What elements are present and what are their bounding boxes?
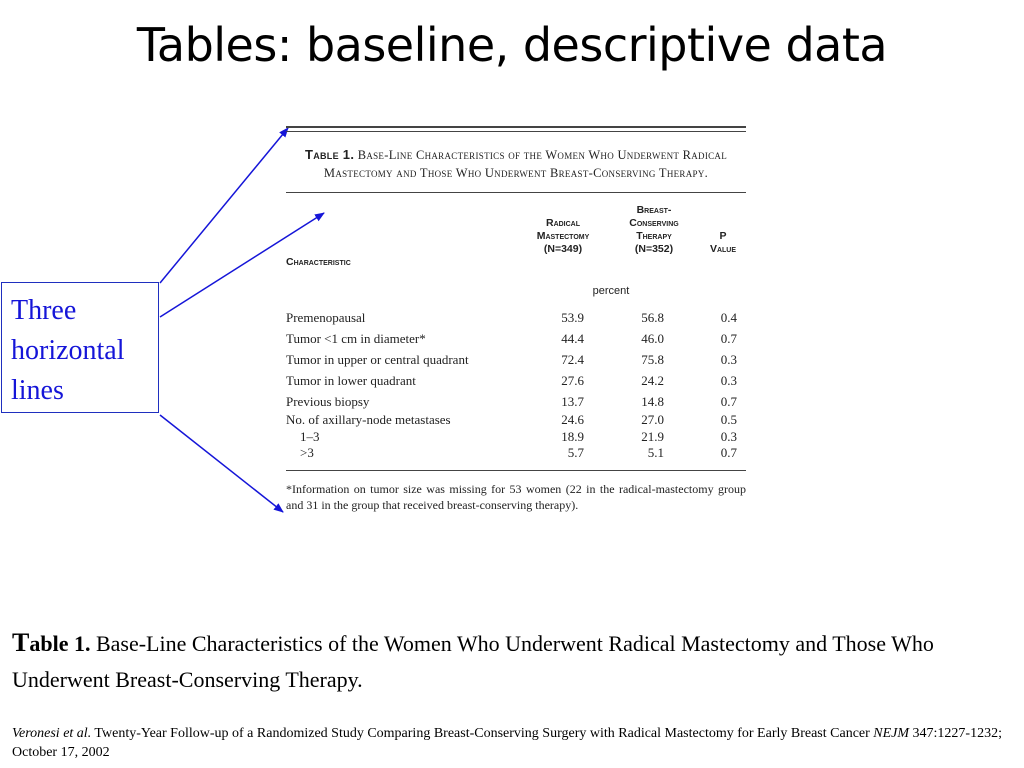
table-caption-text: Base-Line Characteristics of the Women Who Underwent Radical Mastectomy and Those Who Underwent Breast-Conserving Therapy. [323, 148, 728, 180]
table-row: Tumor in lower quadrant 27.6 24.2 0.3 [286, 373, 737, 388]
table-footnote: *Information on tumor size was missing for 53 women (22 in the radical-mastectomy group and 31 in the group that received breast-conserving therapy). [286, 481, 746, 512]
table-image [286, 126, 746, 513]
table-caption-label: Table 1. [304, 147, 355, 162]
table-row: Tumor <1 cm in diameter* 44.4 46.0 0.7 [286, 331, 737, 346]
citation-title: Twenty-Year Follow-up of a Randomized Study Comparing Breast-Conserving Surgery with Radical Mastectomy for Early Breast Cancer [91, 726, 874, 741]
table-caption [286, 132, 746, 192]
citation-details: 347:1227-1232; October 17, 2002 [12, 726, 1002, 760]
table-row: No. of axillary-node metastases 24.6 27.0 0.5 [286, 412, 737, 427]
header-p-value: P Value [709, 230, 737, 255]
annotation-line: horizontal [11, 335, 125, 366]
table-row: >3 5.7 5.1 0.7 [300, 445, 737, 460]
table-row: Tumor in upper or central quadrant 72.4 75.8 0.3 [286, 352, 737, 367]
table-row: Previous biopsy 13.7 14.8 0.7 [286, 394, 737, 409]
citation-journal: NEJM [873, 726, 910, 741]
arrow-to-bottom-rule [160, 415, 283, 512]
header-radical: Radical Mastectomy (N=349) [536, 217, 590, 255]
slide-title: Tables: baseline, descriptive data [136, 18, 888, 72]
header-characteristic: Characteristic [286, 256, 351, 268]
citation [12, 724, 1012, 762]
table-header [286, 193, 746, 285]
table-row: Premenopausal 53.9 56.8 0.4 [286, 310, 737, 325]
table-row: 1–3 18.9 21.9 0.3 [300, 428, 737, 444]
annotation-line: Three [11, 295, 77, 326]
annotation-line: lines [11, 375, 64, 406]
header-breast-conserving: Breast- Conserving Therapy (N=352) [629, 204, 679, 255]
arrow-to-top-rule [160, 128, 288, 283]
table-caption-below: Table 1. Base-Line Characteristics of the Women Who Underwent Radical Mastectomy and Those Who Underwent Breast-Conserving Therapy. [12, 628, 934, 692]
citation-authors: Veronesi et al. [12, 726, 92, 741]
units-label: percent [592, 285, 630, 297]
